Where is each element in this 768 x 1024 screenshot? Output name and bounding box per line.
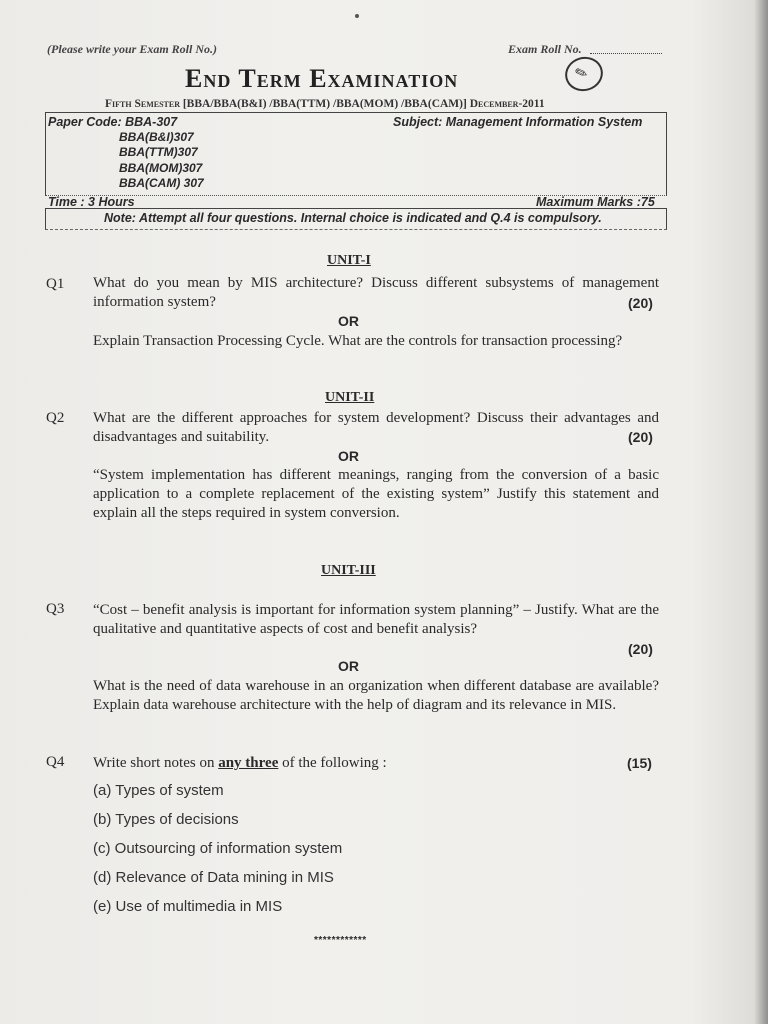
question-text	[93, 601, 659, 639]
question-q2a: What are the different approaches for system development? Discuss their advantages and disadvantages and suitability.	[93, 410, 659, 445]
maximum-marks: Maximum Marks :75	[536, 195, 655, 209]
q4-emphasis: any three	[218, 755, 279, 771]
short-note-option: (b) Types of decisions	[93, 811, 239, 828]
question-number: Q3	[46, 601, 65, 617]
end-of-paper-stars: ************	[314, 935, 367, 946]
or-separator: OR	[338, 448, 359, 464]
question-marks: (15)	[627, 755, 652, 771]
paper-code-item: BBA(B&I)307	[119, 130, 194, 144]
paper-code-item: BBA(TTM)307	[119, 145, 198, 160]
instructions-note: Note: Attempt all four questions. Internal choice is indicated and Q.4 is compulsory.	[104, 211, 602, 225]
short-note-option: (c) Outsourcing of information system	[93, 840, 343, 857]
unit-heading: UNIT-I	[327, 253, 371, 268]
unit-heading: UNIT-III	[321, 563, 376, 578]
scan-speck	[355, 14, 359, 18]
short-note-option: (e) Use of multimedia in MIS	[93, 898, 283, 915]
question-q1b: Explain Transaction Processing Cycle. What are the controls for transaction processing?	[93, 333, 623, 349]
unit-heading: UNIT-II	[325, 390, 375, 405]
q4-tail: of the following :	[278, 755, 387, 771]
scan-edge-shadow	[754, 0, 768, 1024]
question-number: Q1	[46, 276, 65, 292]
q4-lead: Write short notes on	[93, 755, 219, 771]
question-text	[93, 409, 659, 447]
question-q2b: “System implementation has different meanings, ranging from the conversion of a basic application to a complete replacement of the existing system” Justify this statement and explain all the steps required in system conversion.	[93, 467, 659, 521]
paper-code: Paper Code: BBA-307	[48, 115, 178, 129]
question-q1a: What do you mean by MIS architecture? Discuss different subsystems of management information system?	[93, 275, 659, 310]
question-number: Q4	[46, 754, 65, 770]
exam-title: End Term Examination	[185, 64, 459, 93]
short-note-option: (d) Relevance of Data mining in MIS	[93, 869, 334, 886]
paper-code-item: BBA(CAM) 307	[119, 175, 204, 190]
question-marks: (20)	[628, 429, 653, 445]
roll-instruction: (Please write your Exam Roll No.)	[47, 42, 217, 56]
time-allowed: Time : 3 Hours	[48, 195, 135, 209]
exam-roll-blank	[590, 45, 662, 54]
short-note-option: (a) Types of system	[93, 782, 224, 799]
question-text	[93, 274, 659, 312]
question-number: Q2	[46, 410, 65, 426]
paper-code-item: BBA(MOM)307	[119, 160, 203, 175]
handwritten-mark-icon: ✎	[572, 62, 591, 84]
question-marks: (20)	[628, 641, 653, 657]
or-separator: OR	[338, 658, 359, 674]
or-separator: OR	[338, 313, 359, 329]
subject: Subject: Management Information System	[393, 115, 643, 129]
semester-line: Fifth Semester [BBA/BBA(B&I) /BBA(TTM) /BBA(MOM) /BBA(CAM)] December-2011	[105, 98, 545, 110]
question-q3b: What is the need of data warehouse in an organization when different database are available? Explain data warehouse architecture with the help of diagram and its relevance in MIS.	[93, 678, 659, 713]
question-marks: (20)	[628, 295, 653, 311]
question-q3a: “Cost – benefit analysis is important for information system planning” – Justify. What are the qualitative and quantitative aspects of cost and benefit analysis?	[93, 602, 659, 637]
question-q4	[93, 754, 659, 773]
exam-roll-label: Exam Roll No.	[508, 42, 582, 56]
paper-code-list	[119, 130, 204, 191]
